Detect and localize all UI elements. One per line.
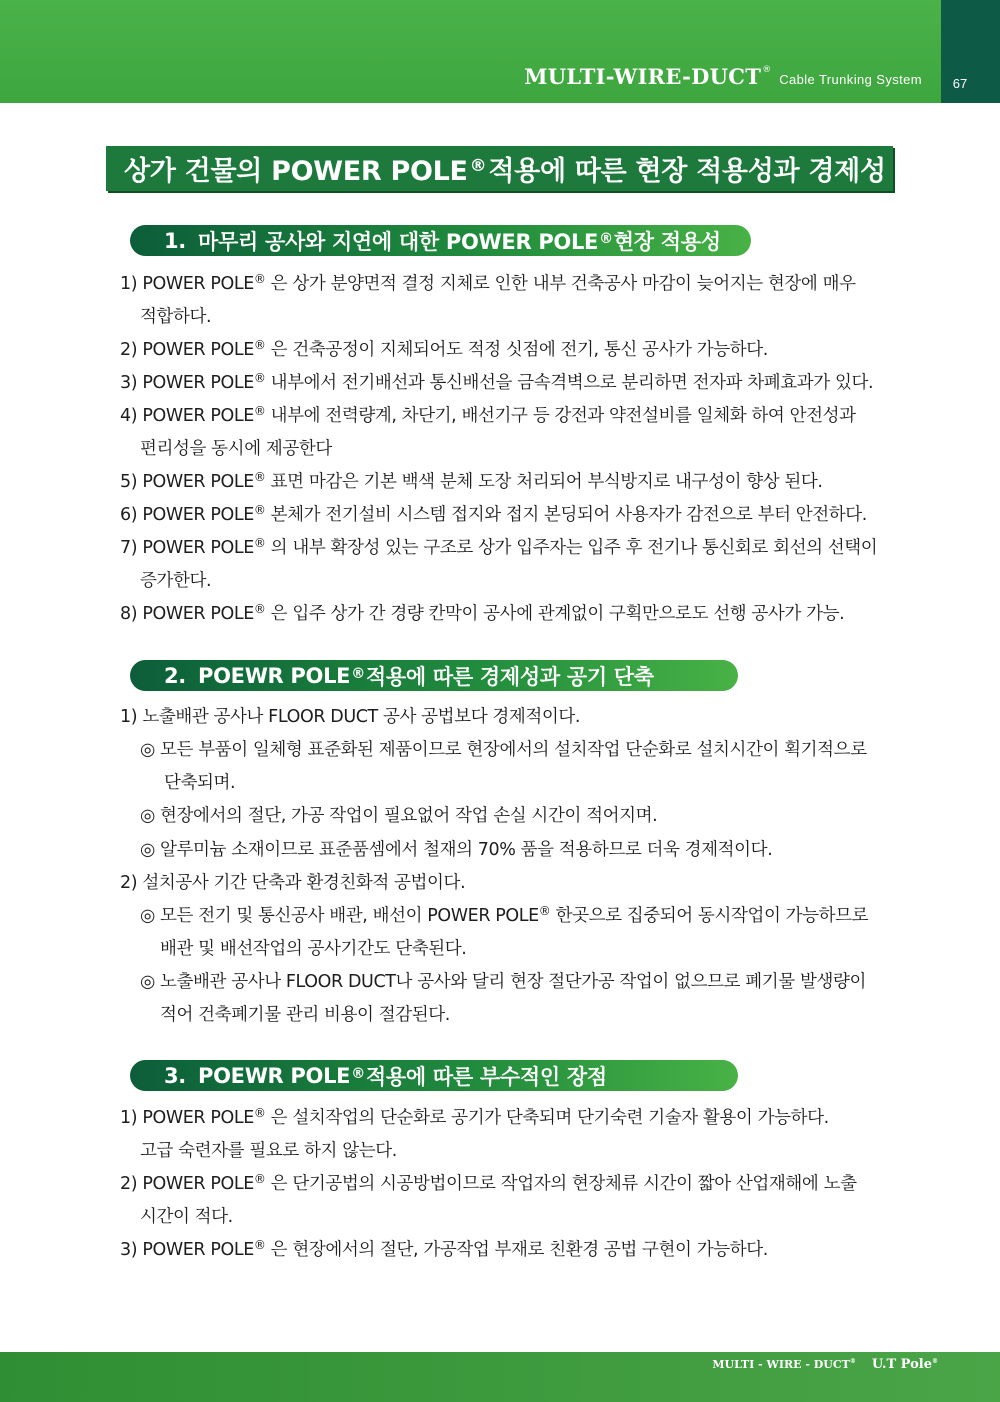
list-item: 2) 설치공사 기간 단축과 환경친화적 공법이다.: [120, 873, 466, 893]
list-item-continuation: 증가한다.: [140, 571, 212, 591]
list-item: 6) POWER POLE® 본체가 전기설비 시스템 접지와 접지 본딩되어 사용자가 감전으로 부터 안전하다.: [120, 503, 867, 525]
page-number: 67: [952, 76, 968, 91]
list-item: 2) POWER POLE® 은 건축공정이 지체되어도 적정 싯점에 전기, 통신 공사가 가능하다.: [120, 338, 768, 360]
section-registered-mark: ®: [599, 230, 613, 247]
list-item: 1) POWER POLE® 은 설치작업의 단순화로 공기가 단축되며 단기숙련 기술자 활용이 가능하다.: [120, 1106, 829, 1128]
footer-product-name: U.T Pole: [871, 1357, 932, 1372]
list-item: 5) POWER POLE® 표면 마감은 기본 백색 분체 도장 처리되어 부식방지로 내구성이 향상 된다.: [120, 470, 823, 492]
title-text-before: 상가 건물의 POWER POLE: [124, 156, 468, 187]
section-3-heading: [130, 1060, 738, 1091]
section-2-heading: [130, 660, 738, 691]
brand-name: MULTI-WIRE-DUCT: [524, 64, 762, 89]
title-registered-mark: ®: [469, 155, 487, 176]
list-item: 7) POWER POLE® 의 내부 확장성 있는 구조로 상가 입주자는 입주 후 전기나 통신회로 회선의 선택이: [120, 536, 878, 558]
section-heading-text: POEWR POLE: [198, 1063, 351, 1088]
footer-brand: [712, 1357, 938, 1372]
list-item-continuation: 배관 및 배선작업의 공사기간도 단축된다.: [160, 939, 467, 959]
list-item-continuation: 적합하다.: [140, 307, 212, 327]
list-item-bullet: ◎ 모든 전기 및 통신공사 배관, 배선이 POWER POLE® 한곳으로 집중되어 동시작업이 가능하므로: [140, 904, 869, 926]
section-registered-mark: ®: [351, 1065, 365, 1082]
brand-registered-mark: ®: [762, 65, 772, 75]
list-item: 3) POWER POLE® 내부에서 전기배선과 통신배선을 금속격벽으로 분리하면 전자파 차폐효과가 있다.: [120, 371, 874, 393]
section-1-heading: [130, 225, 751, 256]
section-registered-mark: ®: [351, 665, 365, 682]
list-item-bullet: ◎ 모든 부품이 일체형 표준화된 제품이므로 현장에서의 설치작업 단순화로 설치시간이 획기적으로: [140, 740, 867, 760]
section-heading-text-after: 현장 적용성: [613, 229, 721, 254]
section-heading-text: 마무리 공사와 지연에 대한 POWER POLE: [198, 229, 599, 254]
section-number: 3.: [164, 1063, 186, 1088]
list-item-continuation: 적어 건축폐기물 관리 비용이 절감된다.: [160, 1005, 450, 1025]
list-item: 8) POWER POLE® 은 입주 상가 간 경량 칸막이 공사에 관계없이 구획만으로도 선행 공사가 가능.: [120, 602, 845, 624]
footer-brand-name: MULTI - WIRE - DUCT: [712, 1358, 850, 1371]
list-item-continuation: 시간이 적다.: [140, 1207, 233, 1227]
section-number: 2.: [164, 663, 186, 688]
section-number: 1.: [164, 228, 186, 253]
section-heading-text: POEWR POLE: [198, 663, 351, 688]
header-brand: [524, 64, 922, 96]
list-item: 1) 노출배관 공사나 FLOOR DUCT 공사 공법보다 경제적이다.: [120, 707, 581, 727]
title-text-after: 적용에 따른 현장 적용성과 경제성: [488, 156, 886, 187]
list-item-continuation: 단축되며.: [164, 773, 236, 793]
list-item: 1) POWER POLE® 은 상가 분양면적 결정 지체로 인한 내부 건축공사 마감이 늦어지는 현장에 매우: [120, 272, 856, 294]
list-item-bullet: ◎ 현장에서의 절단, 가공 작업이 필요없어 작업 손실 시간이 적어지며.: [140, 806, 658, 826]
list-item: 3) POWER POLE® 은 현장에서의 절단, 가공작업 부재로 친환경 공법 구현이 가능하다.: [120, 1238, 768, 1260]
footer-product-registered-mark: ®: [932, 1358, 938, 1365]
brand-subtitle: Cable Trunking System: [779, 72, 922, 87]
section-heading-text-after: 적용에 따른 부수적인 장점: [365, 1064, 607, 1089]
list-item-continuation: 편리성을 동시에 제공한다: [140, 439, 332, 459]
section-heading-text-after: 적용에 따른 경제성과 공기 단축: [365, 664, 654, 689]
list-item-bullet: ◎ 알루미늄 소재이므로 표준품셈에서 철재의 70% 품을 적용하므로 더욱 경제적이다.: [140, 840, 773, 860]
page-title: [106, 146, 893, 191]
footer-registered-mark: ®: [849, 1358, 856, 1365]
list-item-bullet: ◎ 노출배관 공사나 FLOOR DUCT나 공사와 달리 현장 절단가공 작업이 없으므로 폐기물 발생량이: [140, 972, 866, 992]
list-item-continuation: 고급 숙련자를 필요로 하지 않는다.: [140, 1141, 397, 1161]
list-item: 4) POWER POLE® 내부에 전력량계, 차단기, 배선기구 등 강전과 약전설비를 일체화 하여 안전성과: [120, 404, 856, 426]
list-item: 2) POWER POLE® 은 단기공법의 시공방법이므로 작업자의 현장체류 시간이 짧아 산업재해에 노출: [120, 1172, 857, 1194]
